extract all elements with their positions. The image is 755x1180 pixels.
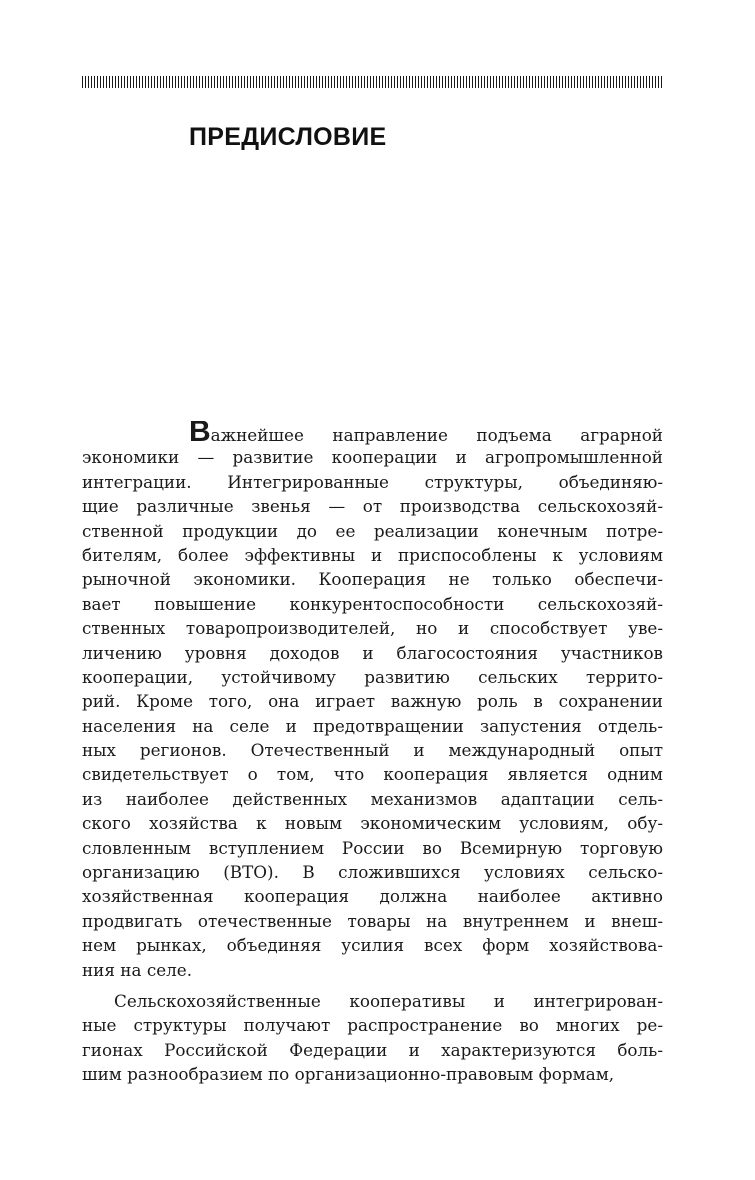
text-line: рий. Кроме того, она играет важную роль в сохранении	[82, 691, 663, 712]
text-line: ные структуры получают распространение во многих ре-	[82, 1015, 663, 1036]
text-line: свидетельствует о том, что кооперация является одним	[82, 764, 663, 785]
text-line: щие различные звенья — от производства сельскохозяй-	[82, 496, 663, 517]
text-line: хозяйственная кооперация должна наиболее активно	[82, 886, 663, 907]
paragraph-1	[82, 421, 663, 982]
text-line: ского хозяйства к новым экономическим условиям, обу-	[82, 813, 663, 834]
text-line: интеграции. Интегрированные структуры, объединяю-	[82, 471, 663, 492]
text-line: экономики — развитие кооперации и агропромышленной	[82, 447, 663, 468]
text-line: словленным вступлением России во Всемирную торговую	[82, 837, 663, 858]
text-line: гионах Российской Федерации и характеризуются боль-	[82, 1039, 663, 1060]
text-line: организацию (ВТО). В сложившихся условиях сельско-	[82, 862, 663, 883]
text-line: нем рынках, объединяя усилия всех форм хозяйствова-	[82, 935, 663, 956]
text-line: ния на селе.	[82, 959, 193, 980]
text-line: рыночной экономики. Кооперация не только обеспечи-	[82, 569, 663, 590]
text-line: ных регионов. Отечественный и международный опыт	[82, 740, 663, 761]
text-line: ственной продукции до ее реализации конечным потре-	[82, 520, 663, 541]
body-text	[82, 421, 663, 1087]
text-line: вает повышение конкурентоспособности сельскохозяй-	[82, 593, 663, 614]
drop-cap: В	[189, 421, 211, 446]
text-line: Сельскохозяйственные кооперативы и интегрирован-	[114, 990, 663, 1011]
header-decorative-rule	[82, 76, 663, 88]
text-line	[82, 421, 663, 445]
text-line: ственных товаропроизводителей, но и способствует уве-	[82, 618, 663, 639]
text-line: населения на селе и предотвращении запустения отдель-	[82, 715, 663, 736]
text-line: личению уровня доходов и благосостояния участников	[82, 642, 663, 663]
text-line: бителям, более эффективны и приспособлены к условиям	[82, 544, 663, 565]
chapter-title: ПРЕДИСЛОВИЕ	[189, 123, 387, 151]
text-line: из наиболее действенных механизмов адаптации сель-	[82, 788, 663, 809]
paragraph-2	[82, 989, 663, 1087]
text-line: шим разнообразием по организационно-правовым формам,	[82, 1064, 615, 1085]
text-line: кооперации, устойчивому развитию сельских террито-	[82, 666, 663, 687]
line-text: ажнейшее направление подъема аграрной	[210, 425, 663, 445]
text-line: продвигать отечественные товары на внутреннем и внеш-	[82, 910, 663, 931]
